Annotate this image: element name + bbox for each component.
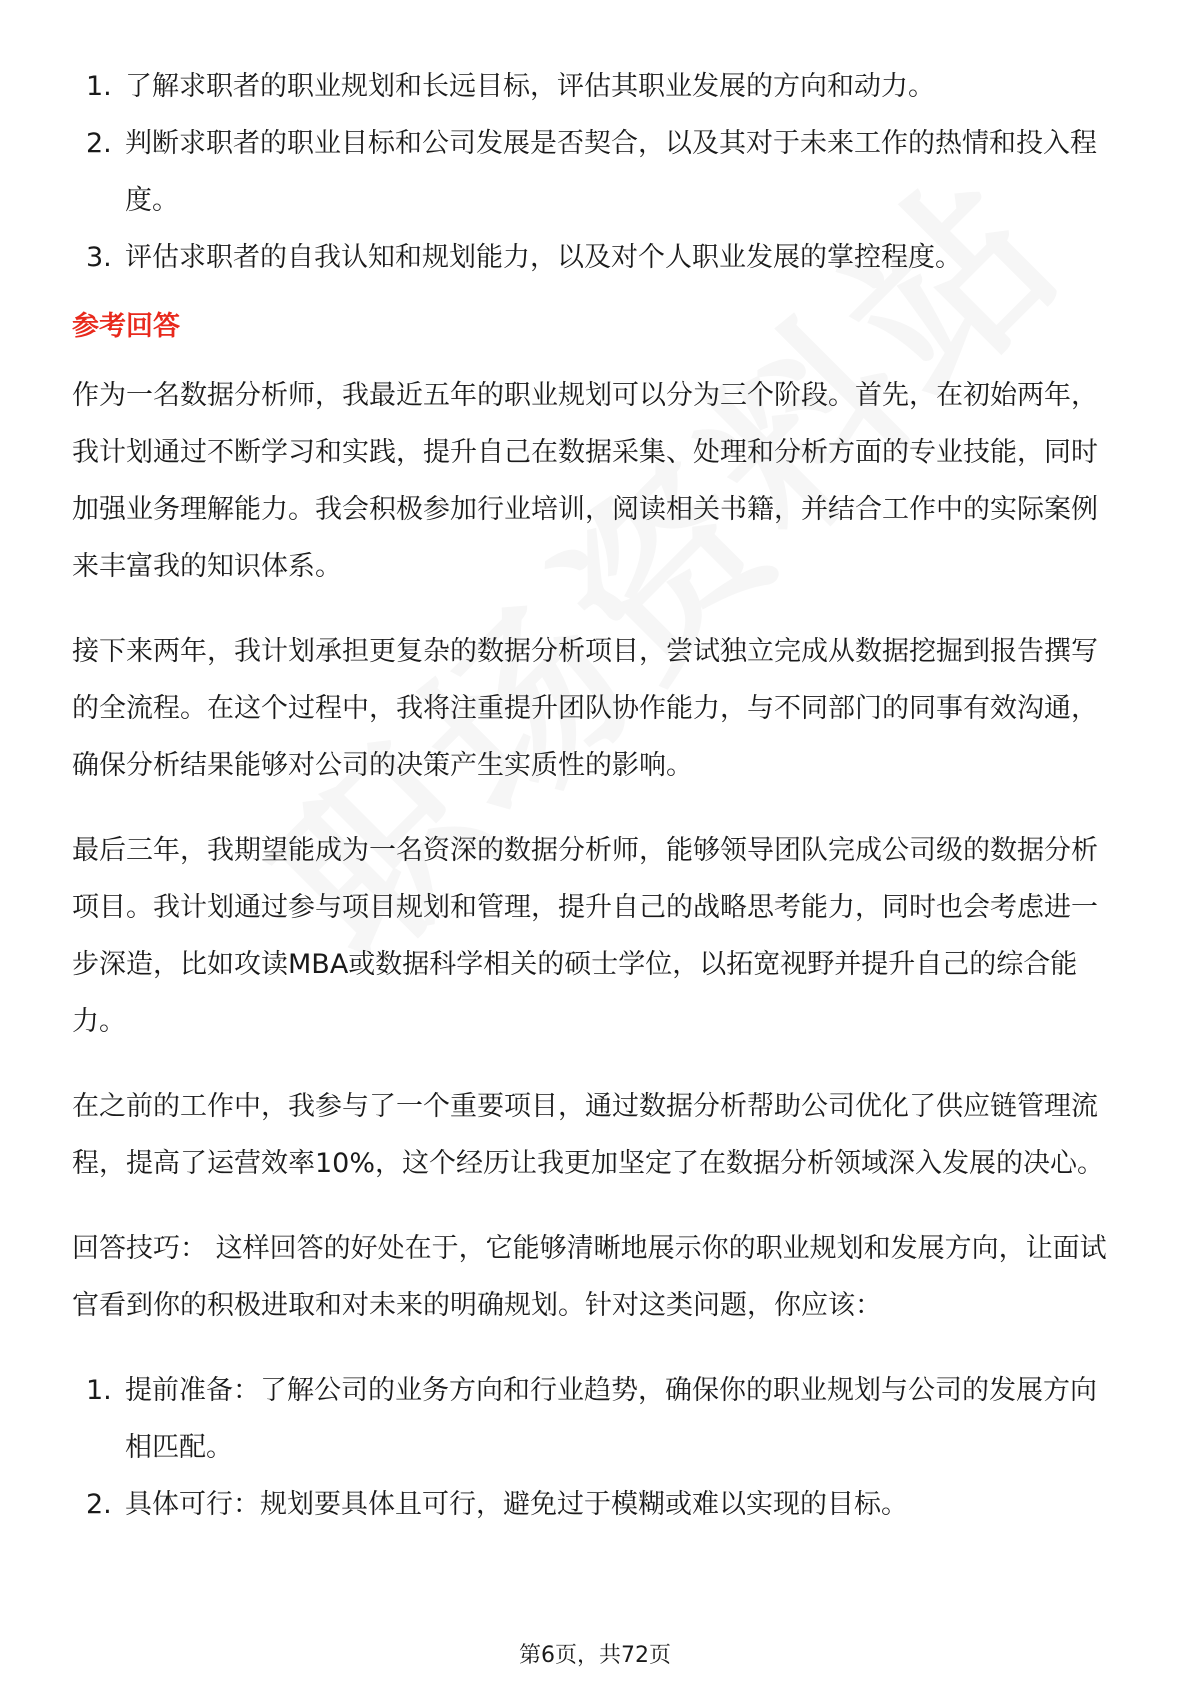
list-item-text: 提前准备：了解公司的业务方向和行业趋势，确保你的职业规划与公司的发展方向相匹配。 xyxy=(125,1375,1097,1463)
list-item-number: 1. xyxy=(86,1375,112,1406)
page-content xyxy=(72,58,1122,1533)
answer-paragraph: 最后三年，我期望能成为一名资深的数据分析师，能够领导团队完成公司级的数据分析项目。我计划通过参与项目规划和管理，提升自己的战略思考能力，同时也会考虑进一步深造，比如攻读MBA或数据科学相关的硕士学位，以拓宽视野并提升自己的综合能力。 xyxy=(72,835,1098,1037)
answer-paragraph: 在之前的工作中，我参与了一个重要项目，通过数据分析帮助公司优化了供应链管理流程，提高了运营效率10%，这个经历让我更加坚定了在数据分析领域深入发展的决心。 xyxy=(72,1091,1105,1179)
list-item xyxy=(72,229,1122,286)
answer-paragraph: 接下来两年，我计划承担更复杂的数据分析项目，尝试独立完成从数据挖掘到报告撰写的全流程。在这个过程中，我将注重提升团队协作能力，与不同部门的同事有效沟通，确保分析结果能够对公司的决策产生实质性的影响。 xyxy=(72,636,1098,781)
list-item-number: 3. xyxy=(86,242,112,273)
list-item-number: 1. xyxy=(86,71,112,102)
list-item-number: 2. xyxy=(86,1489,112,1520)
answer-heading: 参考回答 xyxy=(72,311,180,342)
tips-paragraph: 回答技巧： 这样回答的好处在于，它能够清晰地展示你的职业规划和发展方向，让面试官看到你的积极进取和对未来的明确规划。针对这类问题，你应该： xyxy=(72,1233,1107,1321)
page-number: 第6页，共72页 xyxy=(519,1643,671,1668)
list-item xyxy=(72,1476,1122,1533)
list-item-number: 2. xyxy=(86,128,112,159)
list-item xyxy=(72,115,1122,229)
list-item-text: 了解求职者的职业规划和长远目标，评估其职业发展的方向和动力。 xyxy=(125,71,935,102)
list-item xyxy=(72,1362,1122,1476)
purpose-list xyxy=(72,58,1122,286)
list-item-text: 评估求职者的自我认知和规划能力，以及对个人职业发展的掌控程度。 xyxy=(125,242,962,273)
list-item xyxy=(72,58,1122,115)
list-item-text: 具体可行：规划要具体且可行，避免过于模糊或难以实现的目标。 xyxy=(125,1489,908,1520)
answer-paragraph: 作为一名数据分析师，我最近五年的职业规划可以分为三个阶段。首先，在初始两年，我计划通过不断学习和实践，提升自己在数据采集、处理和分析方面的专业技能，同时加强业务理解能力。我会积极参加行业培训，阅读相关书籍，并结合工作中的实际案例来丰富我的知识体系。 xyxy=(72,380,1098,582)
tips-list xyxy=(72,1362,1122,1533)
list-item-text: 判断求职者的职业目标和公司发展是否契合，以及其对于未来工作的热情和投入程度。 xyxy=(125,128,1097,216)
